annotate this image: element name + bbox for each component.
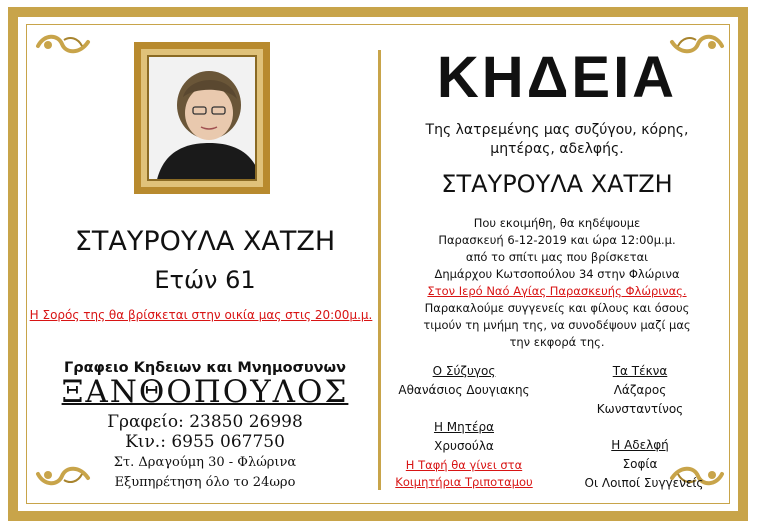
invite-line-3: την εκφορά της. [509, 335, 605, 349]
burial-line-1: Η Ταφή θα γίνει στα [405, 458, 523, 472]
agency-name: ΞΑΝΘΟΠΟΥΛΟΣ [61, 374, 349, 410]
deceased-age: Ετών 61 [154, 266, 256, 294]
intro-line-2: μητέρας, αδελφής. [490, 141, 624, 157]
portrait-frame [134, 42, 270, 194]
funeral-line-2: Παρασκευή 6-12-2019 και ώρα 12:00μ.μ. [438, 233, 676, 247]
intro-line-1: Της λατρεμένης μας συζύγου, κόρης, [425, 122, 689, 138]
agency-heading: Γραφειο Κηδειων και Μνημοσυνων [63, 360, 347, 376]
funeral-line-1: Που εκοιμήθη, θα κηδέψουμε [473, 216, 641, 230]
agency-office-phone: Γραφείο: 23850 26998 [107, 412, 303, 432]
portrait-photo [147, 55, 257, 181]
funeral-line-3: από το σπίτι μας που βρίσκεται [465, 250, 649, 264]
agency-mobile-phone: Κιν.: 6955 067750 [125, 432, 285, 452]
child-2-name: Κωνσταντίνος [596, 402, 684, 416]
notice-title: ΚΗΔΕΙΑ [436, 45, 678, 110]
children-label: Τα Τέκνα [612, 364, 668, 378]
burial-line-2: Κοιμητήρια Τριποταμου [395, 475, 533, 489]
ornament-top-left-icon [34, 32, 92, 58]
agency-service-hours: Εξυπηρέτηση όλο το 24ωρο [114, 475, 296, 490]
agency-address: Στ. Δραγούμη 30 - Φλώρινα [113, 455, 297, 470]
mother-label: Η Μητέρα [433, 420, 495, 434]
spouse-label: Ο Σύζυγος [432, 364, 496, 378]
invite-line-2: τιμούν τη μνήμη της, να συνοδέψουν μαζί μας [423, 318, 691, 332]
sister-label: Η Αδελφή [611, 438, 669, 452]
sister-name: Σοφία [622, 457, 658, 471]
other-relatives: Οι Λοιποί Συγγενείς [584, 476, 704, 490]
deceased-name: ΣΤΑΥΡΟΥΛΑ ΧΑΤΖΗ [74, 226, 336, 257]
invite-line-1: Παρακαλούμε συγγενείς και φίλους και όσους [424, 301, 690, 315]
funeral-line-4: Δημάρχου Κωτσοπούλου 34 στην Φλώρινα [434, 267, 680, 281]
mother-name: Χρυσούλα [434, 439, 494, 453]
church-line: Στον Ιερό Ναό Αγίας Παρασκευής Φλώρινας. [427, 284, 687, 298]
right-deceased-name: ΣΤΑΥΡΟΥΛΑ ΧΑΤΖΗ [441, 170, 673, 198]
child-1-name: Λάζαρος [613, 383, 667, 397]
wake-notice: Η Σορός της θα βρίσκεται στην οικία μας στις 20:00μ.μ. [29, 308, 373, 322]
spouse-name: Αθανάσιος Δουγιακης [398, 383, 530, 397]
